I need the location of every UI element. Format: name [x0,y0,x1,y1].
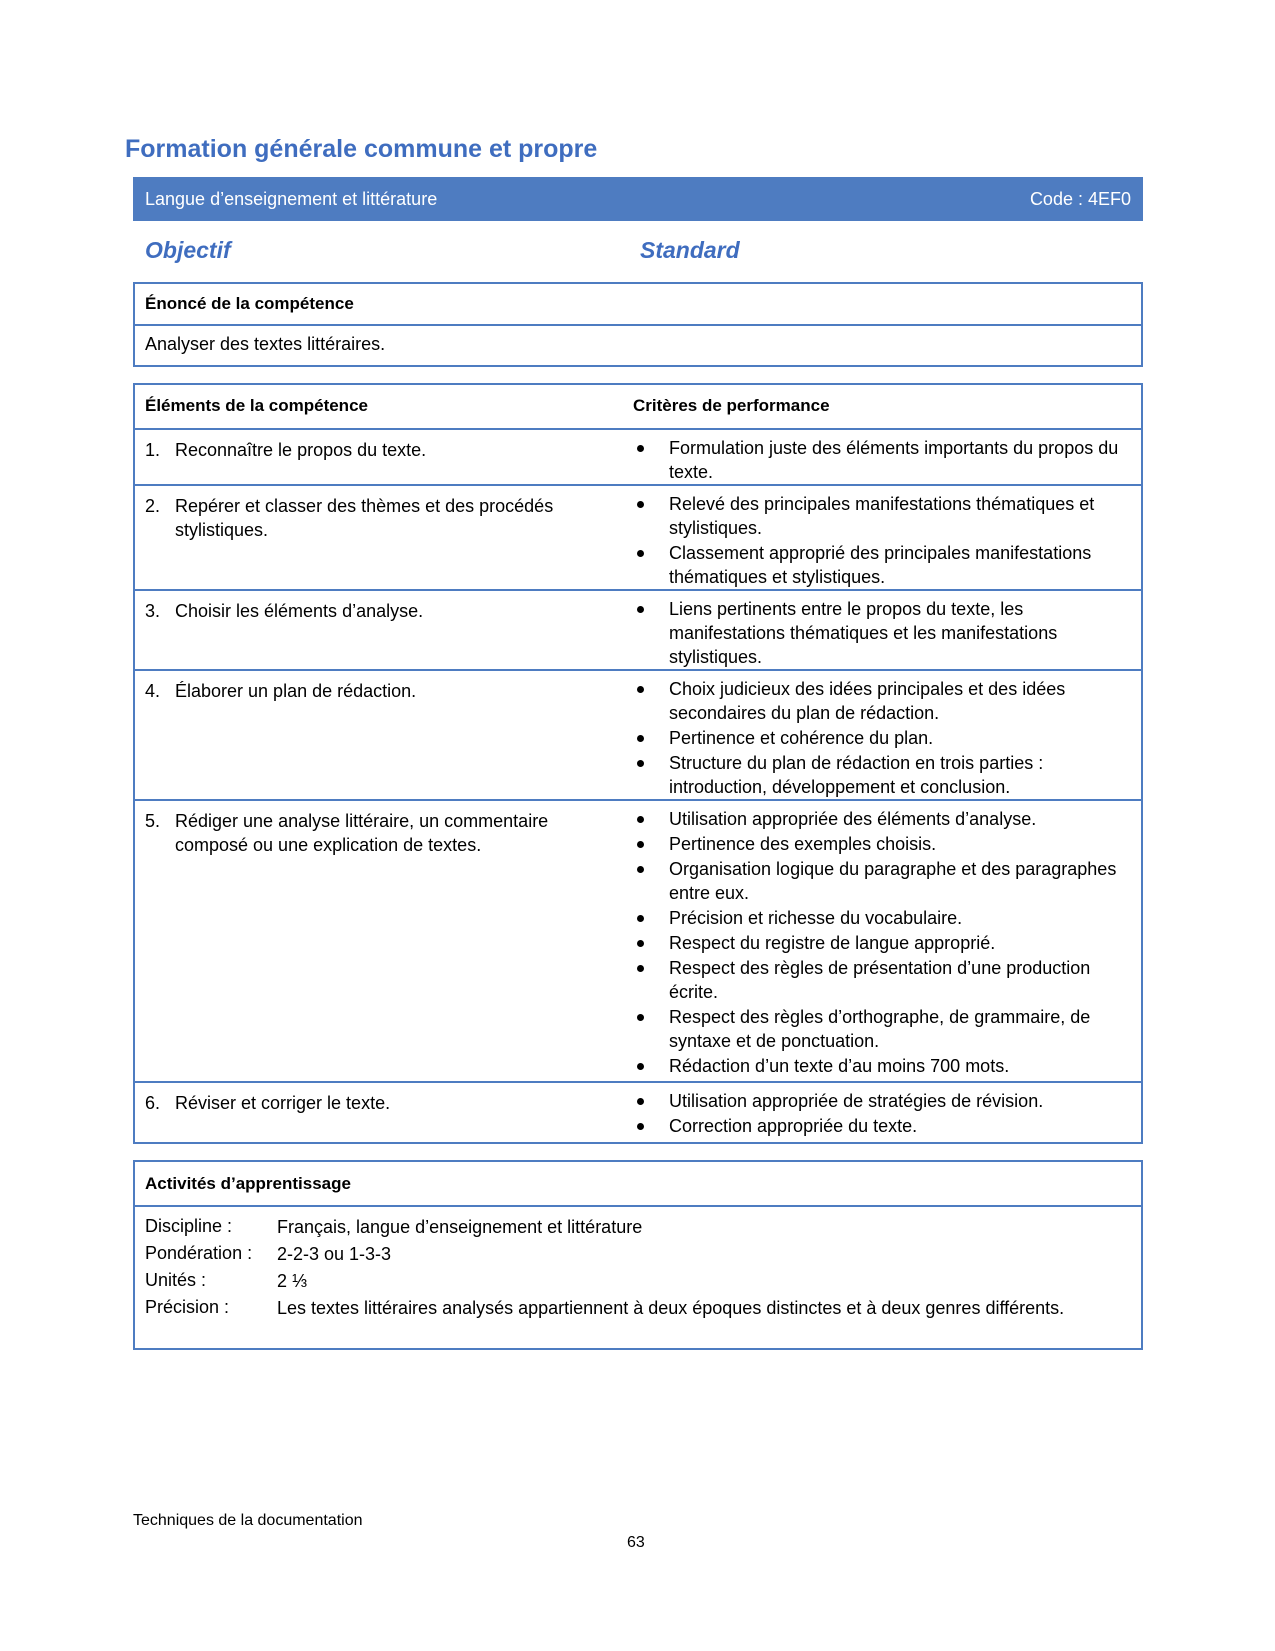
criterion-item: Précision et richesse du vocabulaire. [633,906,1123,930]
criteria-list [633,436,1123,485]
table-row [135,591,1141,671]
criterion-item: Correction appropriée du texte. [633,1114,1123,1138]
activities-heading: Activités d’apprentissage [135,1162,1141,1207]
elements-table [133,383,1143,1144]
detail-label: Discipline : [145,1216,233,1236]
element-cell [145,494,615,542]
element-number: 6. [145,1093,161,1113]
element-text: Élaborer un plan de rédaction. [175,681,417,701]
detail-label: Unités : [145,1270,207,1290]
element-cell [145,809,615,857]
footer-program: Techniques de la documentation [133,1512,363,1529]
column-headings [145,237,1145,267]
page-title: Formation générale commune et propre [125,135,598,163]
criterion-item: Structure du plan de rédaction en trois parties : introduction, développement et conclusion. [633,751,1123,799]
criterion-item: Relevé des principales manifestations thématiques et stylistiques. [633,492,1123,540]
element-number: 1. [145,440,161,460]
standard-heading: Standard [640,237,740,263]
element-cell [145,1091,615,1115]
detail-row [145,1213,1131,1240]
criteria-heading: Critères de performance [633,396,830,415]
detail-row [145,1294,1131,1321]
criteria-list [633,1089,1123,1139]
element-text: Repérer et classer des thèmes et des procédés stylistiques. [175,496,554,540]
criteria-list [633,492,1123,590]
detail-label: Précision : [145,1297,230,1317]
elements-table-header [135,385,1141,430]
detail-row [145,1240,1131,1267]
detail-label: Pondération : [145,1243,253,1263]
criterion-item: Rédaction d’un texte d’au moins 700 mots. [633,1054,1123,1078]
criterion-item: Choix judicieux des idées principales et des idées secondaires du plan de rédaction. [633,677,1123,725]
element-cell [145,679,615,703]
statement-heading: Énoncé de la compétence [135,284,1141,326]
criterion-item: Utilisation appropriée des éléments d’analyse. [633,807,1123,831]
element-text: Choisir les éléments d’analyse. [175,601,424,621]
criterion-item: Classement approprié des principales manifestations thématiques et stylistiques. [633,541,1123,589]
criteria-list [633,807,1123,1079]
detail-value: 2-2-3 ou 1-3-3 [277,1244,392,1264]
objective-heading: Objectif [145,237,231,263]
element-text: Réviser et corriger le texte. [175,1093,391,1113]
criterion-item: Utilisation appropriée de stratégies de révision. [633,1089,1123,1113]
criteria-list [633,597,1123,670]
criterion-item: Liens pertinents entre le propos du texte, les manifestations thématiques et les manifestations stylistiques. [633,597,1123,669]
element-text: Rédiger une analyse littéraire, un commentaire composé ou une explication de textes. [175,811,549,855]
criterion-item: Formulation juste des éléments importants du propos du texte. [633,436,1123,484]
learning-activities-box [133,1160,1143,1350]
detail-value: 2 ⅓ [277,1271,308,1291]
course-name: Langue d’enseignement et littérature [145,188,438,209]
element-number: 2. [145,496,161,516]
element-text: Reconnaître le propos du texte. [175,440,427,460]
course-header-bar [133,177,1143,221]
criterion-item: Respect des règles d’orthographe, de grammaire, de syntaxe et de ponctuation. [633,1005,1123,1053]
page-number: 63 [627,1534,645,1551]
table-row [135,486,1141,591]
elements-heading: Éléments de la compétence [145,396,368,415]
element-number: 5. [145,811,161,831]
activities-details [135,1207,1141,1327]
statement-text: Analyser des textes littéraires. [145,334,386,354]
competency-statement-box [133,282,1143,367]
criterion-item: Pertinence et cohérence du plan. [633,726,1123,750]
table-row [135,671,1141,801]
course-code: Code : 4EF0 [1029,188,1131,209]
table-row [135,801,1141,1083]
element-cell [145,599,615,623]
criterion-item: Respect du registre de langue approprié. [633,931,1123,955]
criterion-item: Respect des règles de présentation d’une production écrite. [633,956,1123,1004]
detail-value: Les textes littéraires analysés appartiennent à deux époques distinctes et à deux genres différents. [277,1298,1065,1318]
element-number: 4. [145,681,161,701]
table-row [135,1083,1141,1144]
criterion-item: Organisation logique du paragraphe et des paragraphes entre eux. [633,857,1123,905]
element-cell [145,438,615,462]
detail-row [145,1267,1131,1294]
detail-value: Français, langue d’enseignement et littérature [277,1217,643,1237]
criterion-item: Pertinence des exemples choisis. [633,832,1123,856]
table-row [135,430,1141,486]
element-number: 3. [145,601,161,621]
criteria-list [633,677,1123,800]
